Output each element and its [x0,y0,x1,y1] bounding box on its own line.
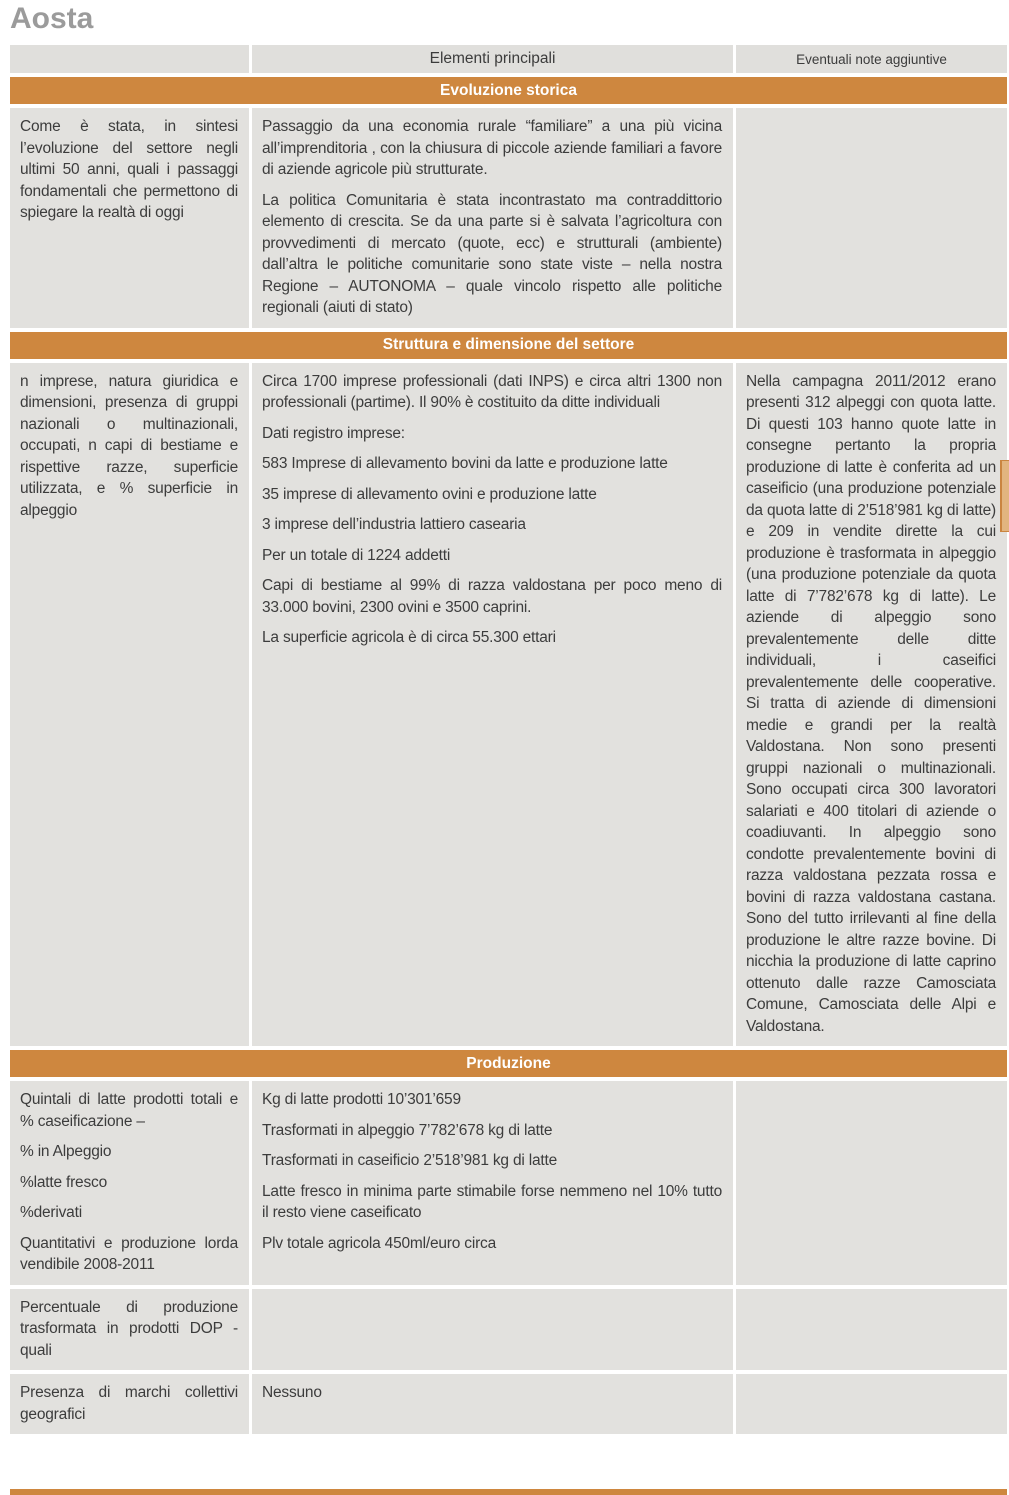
question-cell [10,1081,249,1285]
notes-cell [736,1289,1007,1371]
report-table [10,45,1007,1434]
paragraph: Trasformati in alpeggio 7’782’678 kg di latte [262,1121,553,1139]
paragraph: 3 imprese dell’industria lattiero casearia [262,516,526,533]
question-cell [10,363,249,1047]
table-row [10,1081,1007,1285]
main-elements-cell [252,108,733,328]
notes-cell [736,1374,1007,1434]
paragraph: Capi di bestiame al 99% di razza valdostana per poco meno di 33.000 bovini, 2300 ovini e 3500 caprini. [262,577,722,616]
table-header-row [10,45,1007,73]
paragraph: 35 imprese di allevamento ovini e produzione latte [262,485,597,503]
page-edge-marker [1000,460,1009,532]
notes-cell [736,1081,1007,1285]
paragraph: Kg di latte prodotti 10’301’659 [262,1091,461,1108]
paragraph: n imprese, natura giuridica e dimensioni, presenza di gruppi nazionali o multinazionali, occupati, n capi di bestiame e rispettive razze, superficie utilizzata, e % superficie in alpeggio [20,372,238,519]
column-header-note-aggiuntive: Eventuali note aggiuntive [736,45,1007,73]
section-header-produzione: Produzione [10,1050,1007,1077]
paragraph: Nella campagna 2011/2012 erano presenti 312 alpeggi con quota latte. Di questi 103 hanno quote latte in consegne pertanto la propria produzione di latte è conferita ad un caseificio (una produzione potenziale da quota latte di 2’518’981 kg di latte) e 209 in vendite dirette la cui produzione è trasformata in alpeggio (una produzione potenziale da quota latte di 7’782’678 kg di latte). Le aziende di alpeggio sono prevalentemente delle ditte individuali, i caseifici prevalentemente delle cooperative. Si tratta di aziende di dimensioni medie e grandi per la realtà Valdostana. Non sono presenti gruppi nazionali o multinazionali. Sono occupati circa 300 lavoratori salariati e 400 titolari di aziende o coadiuvanti. In alpeggio sono condotte prevalentemente bovini di razza valdostana pezzata rossa e bovini di razza valdostana castana. Sono del tutto irrilevanti al fine della produzione le altre razze bovine. Di nicchia la produzione di latte caprino ottenuto dalle razze Camosciata Comune, Camosciata delle Alpi e Valdostana. [746,372,996,1035]
paragraph: Nessuno [262,1384,322,1401]
paragraph: Quintali di latte prodotti totali e % caseificazione – [20,1091,238,1130]
paragraph: Passaggio da una economia rurale “familiare” a una più vicina all’imprenditoria , con la chiusura di piccole aziende familiari a favore di aziende agricole più strutturate. [262,118,722,178]
table-row [10,108,1007,328]
section-header-struttura-settore: Struttura e dimensione del settore [10,332,1007,359]
paragraph: 583 Imprese di allevamento bovini da latte e produzione latte [262,455,668,472]
paragraph: La politica Comunitaria è stata incontrastato ma contraddittorio elemento di crescita. Se da una parte si è salvata l’agricoltura con provvedimenti di mercato (quote, ecc) e strutturali (ambiente) dall’altra le politiche comunitarie sono state viste – nella nostra Regione – AUTONOMA – quale vincolo rispetto alle politiche regionali (aiuti di stato) [262,191,722,316]
paragraph: Percentuale di produzione trasformata in prodotti DOP - quali [20,1298,238,1359]
paragraph: Circa 1700 imprese professionali (dati INPS) e circa altri 1300 non professionali (partime). Il 90% è costituito da ditte individuali [262,372,722,411]
column-header-elementi-principali: Elementi principali [252,45,733,73]
paragraph: La superficie agricola è di circa 55.300 ettari [262,629,556,646]
paragraph: Per un totale di 1224 addetti [262,546,451,564]
paragraph: %latte fresco [20,1173,107,1191]
paragraph: Come è stata, in sintesi l’evoluzione del settore negli ultimi 50 anni, quali i passaggi fondamentali che permettono di spiegare la realtà di oggi [20,118,238,221]
section-header-evoluzione-storica: Evoluzione storica [10,77,1007,104]
notes-cell [736,363,1007,1047]
column-header-empty [10,45,249,73]
paragraph: Trasformati in caseificio 2’518’981 kg di latte [262,1152,558,1169]
question-cell [10,108,249,328]
paragraph: %derivati [20,1204,82,1221]
paragraph: Quantitativi e produzione lorda vendibile 2008-2011 [20,1234,238,1273]
table-row [10,363,1007,1047]
table-row [10,1289,1007,1371]
table-row [10,1374,1007,1434]
main-elements-cell [252,1374,733,1434]
main-elements-cell [252,1081,733,1285]
paragraph: Presenza di marchi collettivi geografici [20,1384,238,1423]
main-elements-cell [252,1289,733,1371]
section-header-partial [10,1489,1007,1495]
notes-cell [736,108,1007,328]
question-cell [10,1374,249,1434]
main-elements-cell [252,363,733,1047]
paragraph: % in Alpeggio [20,1143,112,1160]
paragraph: Dati registro imprese: [262,424,405,442]
page-title: Aosta [10,2,94,35]
paragraph: Latte fresco in minima parte stimabile forse nemmeno nel 10% tutto il resto viene caseificato [262,1182,722,1221]
question-cell [10,1289,249,1371]
paragraph: Plv totale agricola 450ml/euro circa [262,1234,497,1252]
